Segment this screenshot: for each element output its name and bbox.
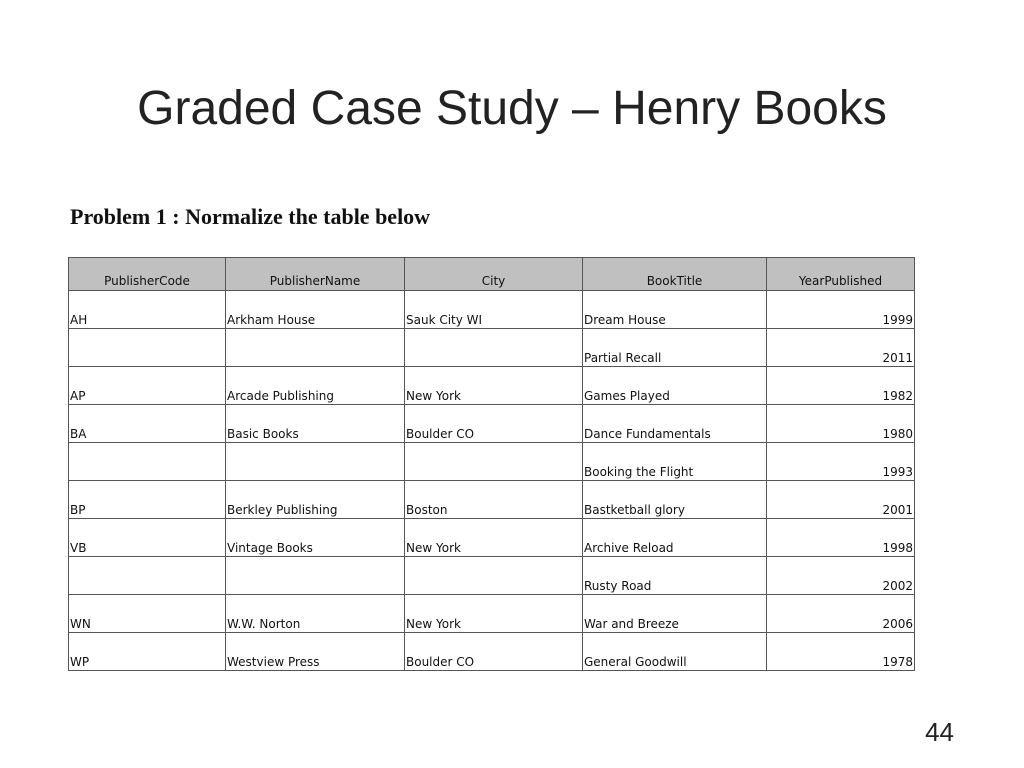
publisher-name-cell: Berkley Publishing bbox=[226, 481, 405, 519]
publisher-name-cell bbox=[226, 557, 405, 595]
publisher-code-cell: WP bbox=[69, 633, 226, 671]
publisher-name-cell: Vintage Books bbox=[226, 519, 405, 557]
table-row bbox=[69, 481, 915, 519]
slide-title: Graded Case Study – Henry Books bbox=[137, 82, 887, 135]
city-cell bbox=[405, 443, 583, 481]
publisher-name-cell bbox=[226, 329, 405, 367]
publisher-code-cell bbox=[69, 557, 226, 595]
book-title-cell: Bastketball glory bbox=[583, 481, 767, 519]
year-published-cell: 1999 bbox=[767, 291, 915, 329]
city-cell: New York bbox=[405, 367, 583, 405]
table-header-row bbox=[69, 258, 915, 291]
table-row bbox=[69, 443, 915, 481]
publisher-code-cell: BP bbox=[69, 481, 226, 519]
year-published-cell: 2002 bbox=[767, 557, 915, 595]
book-title-cell: War and Breeze bbox=[583, 595, 767, 633]
city-cell: Boulder CO bbox=[405, 405, 583, 443]
book-title-cell: Games Played bbox=[583, 367, 767, 405]
city-cell: New York bbox=[405, 519, 583, 557]
publisher-name-cell: Westview Press bbox=[226, 633, 405, 671]
table-row bbox=[69, 291, 915, 329]
column-header-book-title: BookTitle bbox=[583, 258, 767, 291]
column-header-publisher-name: PublisherName bbox=[226, 258, 405, 291]
year-published-cell: 1982 bbox=[767, 367, 915, 405]
book-title-cell: Partial Recall bbox=[583, 329, 767, 367]
column-header-publisher-code: PublisherCode bbox=[69, 258, 226, 291]
publisher-code-cell bbox=[69, 329, 226, 367]
book-title-cell: Rusty Road bbox=[583, 557, 767, 595]
publisher-books-table bbox=[68, 257, 915, 671]
book-title-cell: Archive Reload bbox=[583, 519, 767, 557]
page-number: 44 bbox=[925, 717, 954, 747]
year-published-cell: 2011 bbox=[767, 329, 915, 367]
publisher-code-cell: BA bbox=[69, 405, 226, 443]
city-cell: New York bbox=[405, 595, 583, 633]
city-cell: Boston bbox=[405, 481, 583, 519]
year-published-cell: 1978 bbox=[767, 633, 915, 671]
table-row bbox=[69, 519, 915, 557]
book-title-cell: Dream House bbox=[583, 291, 767, 329]
publisher-code-cell: WN bbox=[69, 595, 226, 633]
table-row bbox=[69, 557, 915, 595]
publisher-code-cell: AP bbox=[69, 367, 226, 405]
publisher-name-cell: Basic Books bbox=[226, 405, 405, 443]
publisher-code-cell bbox=[69, 443, 226, 481]
table-row bbox=[69, 633, 915, 671]
publisher-code-cell: AH bbox=[69, 291, 226, 329]
publisher-code-cell: VB bbox=[69, 519, 226, 557]
column-header-city: City bbox=[405, 258, 583, 291]
year-published-cell: 1998 bbox=[767, 519, 915, 557]
book-title-cell: Booking the Flight bbox=[583, 443, 767, 481]
publisher-name-cell bbox=[226, 443, 405, 481]
table-row bbox=[69, 405, 915, 443]
year-published-cell: 2001 bbox=[767, 481, 915, 519]
book-title-cell: Dance Fundamentals bbox=[583, 405, 767, 443]
city-cell bbox=[405, 329, 583, 367]
column-header-year-published: YearPublished bbox=[767, 258, 915, 291]
city-cell: Sauk City WI bbox=[405, 291, 583, 329]
publisher-name-cell: W.W. Norton bbox=[226, 595, 405, 633]
book-title-cell: General Goodwill bbox=[583, 633, 767, 671]
problem-subtitle: Problem 1 : Normalize the table below bbox=[70, 204, 431, 229]
city-cell: Boulder CO bbox=[405, 633, 583, 671]
table-row bbox=[69, 329, 915, 367]
year-published-cell: 1980 bbox=[767, 405, 915, 443]
year-published-cell: 2006 bbox=[767, 595, 915, 633]
publisher-name-cell: Arcade Publishing bbox=[226, 367, 405, 405]
table-row bbox=[69, 367, 915, 405]
table-row bbox=[69, 595, 915, 633]
year-published-cell: 1993 bbox=[767, 443, 915, 481]
publisher-name-cell: Arkham House bbox=[226, 291, 405, 329]
city-cell bbox=[405, 557, 583, 595]
